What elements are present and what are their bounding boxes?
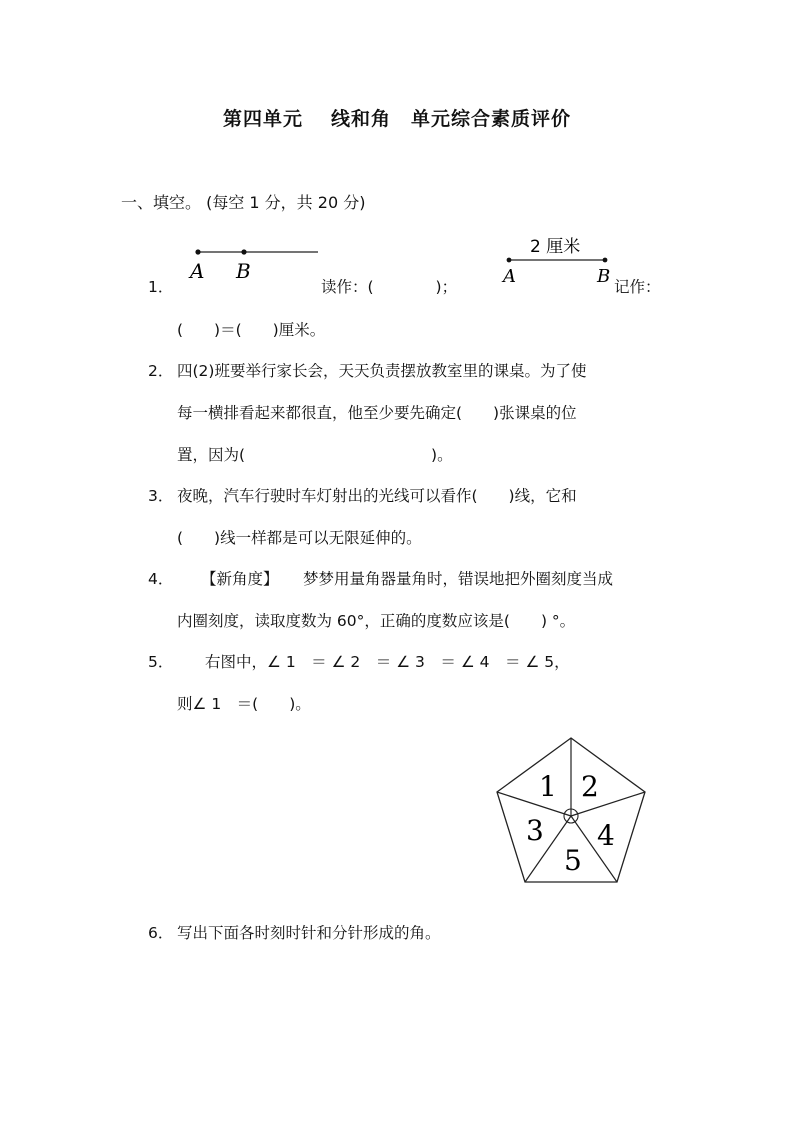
angle-label-1: 1	[539, 770, 557, 803]
ray-label-b: B	[236, 259, 251, 283]
page-title	[0, 104, 794, 131]
title-eval: 单元综合素质评价	[411, 108, 572, 130]
segment-label-a: A	[503, 266, 516, 287]
segment-ab-figure	[498, 234, 618, 288]
section-heading: 一、填空。 (每空 1 分，共 20 分)	[121, 193, 366, 212]
q1-read-text: 读作：( )；	[321, 278, 458, 296]
q3-line1: 夜晚，汽车行驶时车灯射出的光线可以看作( )线，它和	[177, 487, 577, 505]
ray-ab-figure	[184, 240, 324, 286]
segment-length-label: 2 厘米	[530, 237, 581, 257]
angle-label-3: 3	[526, 814, 544, 847]
q1-number: 1．	[148, 278, 174, 296]
q3-line2: ( )线一样都是可以无限延伸的。	[177, 529, 422, 547]
q4-number: 4．	[148, 570, 174, 588]
title-unit: 第四单元	[222, 108, 303, 130]
segment-point-a	[507, 258, 512, 263]
ray-point-a	[195, 249, 200, 254]
ray-point-b	[241, 249, 246, 254]
angle-label-5: 5	[564, 844, 582, 877]
title-topic: 线和角	[330, 108, 391, 130]
q6-number: 6．	[148, 924, 174, 942]
q1-line2: ( )＝( )厘米。	[177, 321, 326, 339]
q4-line1: 梦梦用量角器量角时，错误地把外圈刻度当成	[303, 570, 614, 588]
ray-label-a: A	[190, 259, 205, 283]
q5-line2: 则∠ 1 ＝( )。	[177, 695, 311, 713]
q6-line1: 写出下面各时刻时针和分针形成的角。	[177, 924, 441, 942]
spoke-left	[497, 792, 571, 816]
q4-line2: 内圈刻度，读取度数为 60°，正确的度数应该是( ) °。	[177, 612, 576, 630]
segment-point-b	[603, 258, 608, 263]
q2-number: 2．	[148, 362, 174, 380]
q5-line1: 右图中，∠ 1 ＝ ∠ 2 ＝ ∠ 3 ＝ ∠ 4 ＝ ∠ 5，	[205, 653, 570, 671]
segment-label-b: B	[597, 266, 611, 287]
angle-label-4: 4	[597, 819, 615, 852]
q3-number: 3．	[148, 487, 174, 505]
q2-line2: 每一横排看起来都很直，他至少要先确定( )张课桌的位	[177, 404, 577, 422]
q1-write-text: 记作：	[614, 278, 661, 296]
pentagon-figure	[490, 732, 650, 888]
q2-line1: 四(2)班要举行家长会，天天负责摆放教室里的课桌。为了使	[177, 362, 587, 380]
angle-label-2: 2	[581, 770, 599, 803]
q5-number: 5．	[148, 653, 174, 671]
q2-line3: 置，因为( )。	[177, 446, 453, 464]
q4-tag: 【新角度】	[201, 570, 279, 588]
